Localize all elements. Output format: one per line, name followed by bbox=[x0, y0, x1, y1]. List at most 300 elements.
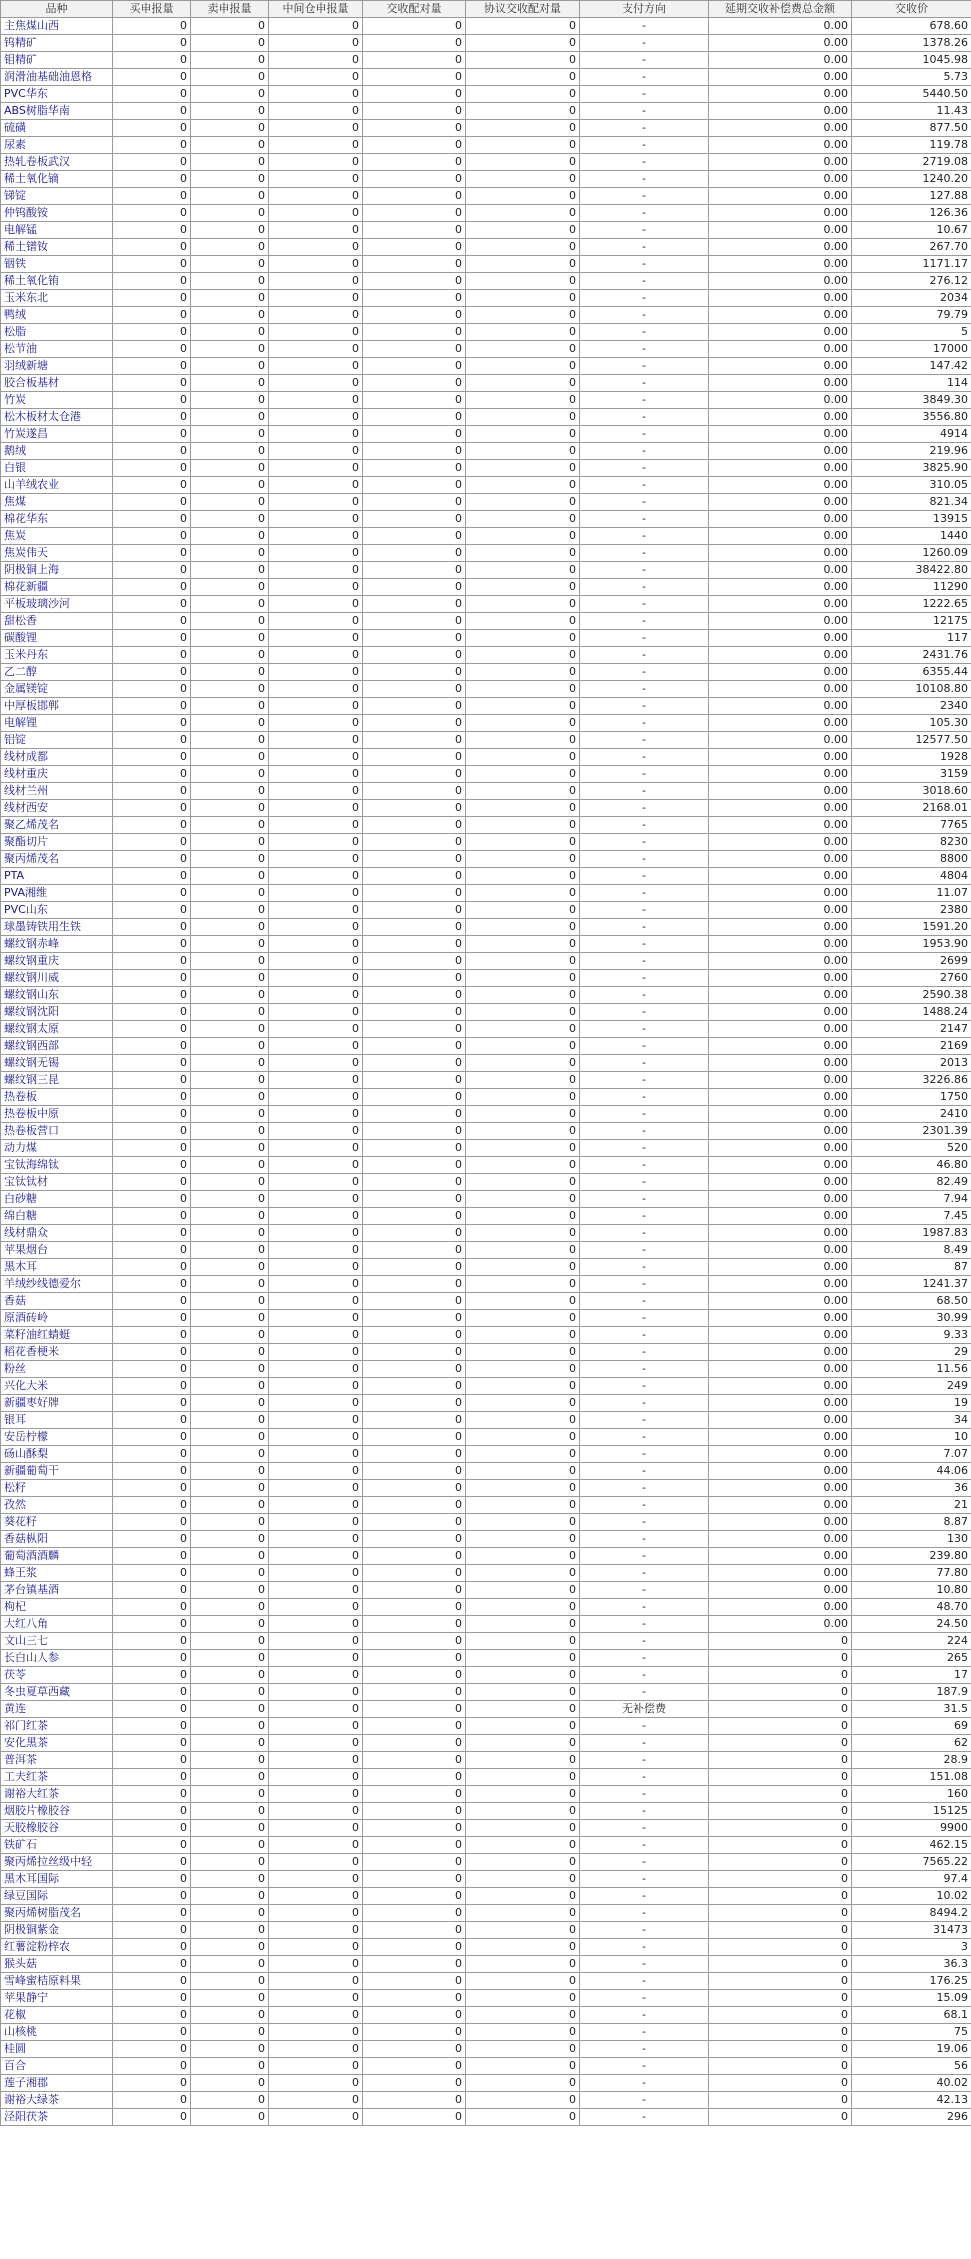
col-delivery-price-cell: 48.70 bbox=[852, 1599, 971, 1616]
col-variety-cell[interactable]: 蜂王浆 bbox=[1, 1565, 113, 1582]
col-variety-cell[interactable]: 仲钨酸铵 bbox=[1, 205, 113, 222]
col-variety-cell[interactable]: 螺纹钢沈阳 bbox=[1, 1004, 113, 1021]
col-variety-cell[interactable]: 焦煤 bbox=[1, 494, 113, 511]
col-buy-declared-cell: 0 bbox=[113, 1548, 191, 1565]
col-variety-cell[interactable]: 葡萄酒酒麟 bbox=[1, 1548, 113, 1565]
col-delivery-price-cell: 1045.98 bbox=[852, 52, 971, 69]
col-buy-declared-cell: 0 bbox=[113, 647, 191, 664]
col-compensation-total-cell: 0 bbox=[709, 1701, 852, 1718]
col-variety-cell[interactable]: 玉米东北 bbox=[1, 290, 113, 307]
col-agreement-matched-cell: 0 bbox=[466, 647, 580, 664]
col-agreement-matched-cell: 0 bbox=[466, 103, 580, 120]
col-variety-cell[interactable]: 线材重庆 bbox=[1, 766, 113, 783]
col-buy-declared-cell: 0 bbox=[113, 1446, 191, 1463]
col-delivery-price-cell: 10.67 bbox=[852, 222, 971, 239]
col-sell-declared-cell: 0 bbox=[191, 171, 269, 188]
col-sell-declared-cell: 0 bbox=[191, 970, 269, 987]
col-delivery-matched-cell: 0 bbox=[363, 392, 466, 409]
col-sell-declared-cell: 0 bbox=[191, 1752, 269, 1769]
col-variety-cell[interactable]: 山羊绒农业 bbox=[1, 477, 113, 494]
col-compensation-total-cell: 0.00 bbox=[709, 1531, 852, 1548]
col-variety-cell[interactable]: 平板玻璃沙河 bbox=[1, 596, 113, 613]
col-variety-cell[interactable]: 黄连 bbox=[1, 1701, 113, 1718]
table-row bbox=[1, 2092, 971, 2109]
col-delivery-matched-cell: 0 bbox=[363, 681, 466, 698]
col-variety-cell[interactable]: 新疆枣好牌 bbox=[1, 1395, 113, 1412]
col-agreement-matched-cell: 0 bbox=[466, 970, 580, 987]
col-variety-cell[interactable]: 聚丙烯拉丝级中轻 bbox=[1, 1854, 113, 1871]
col-variety-cell[interactable]: 热卷板营口 bbox=[1, 1123, 113, 1140]
col-warehouse-declared-cell: 0 bbox=[269, 579, 363, 596]
col-buy-declared-cell: 0 bbox=[113, 1140, 191, 1157]
col-sell-declared-cell: 0 bbox=[191, 545, 269, 562]
col-payment-direction-cell: - bbox=[580, 613, 709, 630]
col-compensation-total-cell: 0.00 bbox=[709, 1055, 852, 1072]
col-variety-cell[interactable]: 松节油 bbox=[1, 341, 113, 358]
col-warehouse-declared-cell: 0 bbox=[269, 1786, 363, 1803]
col-variety-cell[interactable]: 茯苓 bbox=[1, 1667, 113, 1684]
col-payment-direction-cell: - bbox=[580, 1633, 709, 1650]
col-variety-cell[interactable]: 乙二醇 bbox=[1, 664, 113, 681]
col-variety-cell[interactable]: 阴极铜紫金 bbox=[1, 1922, 113, 1939]
col-variety-cell[interactable]: 谢裕大红茶 bbox=[1, 1786, 113, 1803]
col-delivery-matched-cell: 0 bbox=[363, 1225, 466, 1242]
col-variety-cell[interactable]: 兴化大米 bbox=[1, 1378, 113, 1395]
col-variety-cell[interactable]: 线材西安 bbox=[1, 800, 113, 817]
col-variety-cell[interactable]: 羊绒纱线德爱尔 bbox=[1, 1276, 113, 1293]
col-variety-cell[interactable]: 中厚板邯郸 bbox=[1, 698, 113, 715]
col-warehouse-declared-cell: 0 bbox=[269, 1531, 363, 1548]
col-variety-cell[interactable]: 普洱茶 bbox=[1, 1752, 113, 1769]
col-payment-direction-cell: - bbox=[580, 1123, 709, 1140]
col-variety-cell[interactable]: 苹果静宁 bbox=[1, 1990, 113, 2007]
col-variety-cell[interactable]: 竹炭遂昌 bbox=[1, 426, 113, 443]
col-warehouse-declared-cell: 0 bbox=[269, 1378, 363, 1395]
col-variety-cell[interactable]: 螺纹钢三昆 bbox=[1, 1072, 113, 1089]
col-delivery-price-cell: 38422.80 bbox=[852, 562, 971, 579]
table-row bbox=[1, 69, 971, 86]
col-variety-cell[interactable]: 稻花香梗米 bbox=[1, 1344, 113, 1361]
col-variety-cell[interactable]: 苹果烟台 bbox=[1, 1242, 113, 1259]
col-variety-cell[interactable]: 铟铁 bbox=[1, 256, 113, 273]
col-variety-cell[interactable]: 钨精矿 bbox=[1, 35, 113, 52]
col-sell-declared-cell: 0 bbox=[191, 222, 269, 239]
col-delivery-matched-cell: 0 bbox=[363, 1497, 466, 1514]
col-variety-cell[interactable]: 尿素 bbox=[1, 137, 113, 154]
col-delivery-price-cell: 2169 bbox=[852, 1038, 971, 1055]
col-delivery-matched-cell: 0 bbox=[363, 460, 466, 477]
col-delivery-matched-cell: 0 bbox=[363, 1191, 466, 1208]
col-variety-cell[interactable]: 稀土镨钕 bbox=[1, 239, 113, 256]
col-delivery-matched-cell: 0 bbox=[363, 1293, 466, 1310]
col-agreement-matched-cell: 0 bbox=[466, 324, 580, 341]
col-compensation-total-cell: 0 bbox=[709, 1667, 852, 1684]
col-variety-cell[interactable]: 红薯淀粉梓农 bbox=[1, 1939, 113, 1956]
col-variety-cell[interactable]: 阴极铜上海 bbox=[1, 562, 113, 579]
col-variety-cell[interactable]: 竹炭 bbox=[1, 392, 113, 409]
col-payment-direction-cell: - bbox=[580, 188, 709, 205]
col-delivery-matched-cell: 0 bbox=[363, 1395, 466, 1412]
col-variety-cell[interactable]: 山核桃 bbox=[1, 2024, 113, 2041]
col-variety-cell[interactable]: 香菇 bbox=[1, 1293, 113, 1310]
col-variety-cell[interactable]: 绿豆国际 bbox=[1, 1888, 113, 1905]
col-compensation-total-cell: 0 bbox=[709, 1718, 852, 1735]
col-variety-cell[interactable]: 棉花新疆 bbox=[1, 579, 113, 596]
col-warehouse-declared-cell: 0 bbox=[269, 1803, 363, 1820]
col-variety-cell[interactable]: 猴头菇 bbox=[1, 1956, 113, 1973]
col-variety-cell[interactable]: ABS树脂华南 bbox=[1, 103, 113, 120]
col-variety-cell[interactable]: 冬虫夏草西藏 bbox=[1, 1684, 113, 1701]
col-payment-direction-cell: - bbox=[580, 1395, 709, 1412]
col-compensation-total-cell: 0.00 bbox=[709, 137, 852, 154]
col-compensation-total-cell: 0.00 bbox=[709, 205, 852, 222]
col-variety-cell[interactable]: 黑木耳 bbox=[1, 1259, 113, 1276]
col-variety-cell[interactable]: 螺纹钢赤峰 bbox=[1, 936, 113, 953]
col-variety-cell[interactable]: 天胶橡胶谷 bbox=[1, 1820, 113, 1837]
col-delivery-price-cell: 462.15 bbox=[852, 1837, 971, 1854]
col-compensation-total-cell: 0.00 bbox=[709, 273, 852, 290]
col-variety-cell[interactable]: 香菇枞阳 bbox=[1, 1531, 113, 1548]
col-agreement-matched-cell: 0 bbox=[466, 630, 580, 647]
col-variety-cell[interactable]: 碳酸锂 bbox=[1, 630, 113, 647]
col-agreement-matched-cell: 0 bbox=[466, 613, 580, 630]
col-variety-cell[interactable]: 螺纹钢无锡 bbox=[1, 1055, 113, 1072]
col-variety-cell[interactable]: 润滑油基础油恩格 bbox=[1, 69, 113, 86]
table-row bbox=[1, 2041, 971, 2058]
col-delivery-price-cell: 75 bbox=[852, 2024, 971, 2041]
col-variety-cell[interactable]: 焦炭 bbox=[1, 528, 113, 545]
col-warehouse-declared-cell: 0 bbox=[269, 1820, 363, 1837]
col-variety-cell[interactable]: 砀山酥梨 bbox=[1, 1446, 113, 1463]
col-delivery-price-cell: 2760 bbox=[852, 970, 971, 987]
col-buy-declared-cell: 0 bbox=[113, 1208, 191, 1225]
col-variety-cell[interactable]: 螺纹钢太原 bbox=[1, 1021, 113, 1038]
col-delivery-matched-cell: 0 bbox=[363, 1905, 466, 1922]
col-warehouse-declared-cell: 0 bbox=[269, 766, 363, 783]
col-variety-cell[interactable]: 新疆葡萄干 bbox=[1, 1463, 113, 1480]
col-warehouse-declared-cell: 0 bbox=[269, 1480, 363, 1497]
col-delivery-matched-cell: 0 bbox=[363, 1735, 466, 1752]
col-warehouse-declared-cell: 0 bbox=[269, 630, 363, 647]
col-variety-cell[interactable]: 聚丙烯茂名 bbox=[1, 851, 113, 868]
col-delivery-matched-cell: 0 bbox=[363, 1446, 466, 1463]
col-variety-cell[interactable]: PVC华东 bbox=[1, 86, 113, 103]
col-variety-cell[interactable]: 铁矿石 bbox=[1, 1837, 113, 1854]
col-variety-cell[interactable]: 螺纹钢山东 bbox=[1, 987, 113, 1004]
col-variety-cell[interactable]: 烟胶片橡胶谷 bbox=[1, 1803, 113, 1820]
col-variety-cell[interactable]: 稀土氧化镝 bbox=[1, 171, 113, 188]
col-warehouse-declared-cell: 0 bbox=[269, 562, 363, 579]
col-variety-cell[interactable]: 鸭绒 bbox=[1, 307, 113, 324]
col-warehouse-declared-cell: 0 bbox=[269, 1837, 363, 1854]
col-warehouse-declared-cell: 0 bbox=[269, 2092, 363, 2109]
col-variety-cell[interactable]: 焦炭伟天 bbox=[1, 545, 113, 562]
col-variety-cell[interactable]: 宝钛钛材 bbox=[1, 1174, 113, 1191]
col-variety-cell[interactable]: 线材成都 bbox=[1, 749, 113, 766]
col-buy-declared-cell: 0 bbox=[113, 1701, 191, 1718]
col-variety-cell[interactable]: 螺纹钢重庆 bbox=[1, 953, 113, 970]
col-compensation-total-cell: 0.00 bbox=[709, 1174, 852, 1191]
table-row bbox=[1, 732, 971, 749]
col-warehouse-declared-cell: 0 bbox=[269, 86, 363, 103]
table-row bbox=[1, 1769, 971, 1786]
col-compensation-total-cell: 0.00 bbox=[709, 1106, 852, 1123]
col-variety-cell[interactable]: 甜松香 bbox=[1, 613, 113, 630]
col-payment-direction-cell: - bbox=[580, 1361, 709, 1378]
col-variety-cell[interactable]: 谢裕大绿茶 bbox=[1, 2092, 113, 2109]
col-agreement-matched-cell: 0 bbox=[466, 205, 580, 222]
col-buy-declared-cell: 0 bbox=[113, 1089, 191, 1106]
col-delivery-price-cell: 56 bbox=[852, 2058, 971, 2075]
col-variety-cell[interactable]: 白银 bbox=[1, 460, 113, 477]
col-delivery-matched-cell: 0 bbox=[363, 256, 466, 273]
table-row bbox=[1, 1293, 971, 1310]
col-variety-cell[interactable]: 雪峰蜜桔原料果 bbox=[1, 1973, 113, 1990]
col-buy-declared-cell: 0 bbox=[113, 1973, 191, 1990]
col-sell-declared-cell: 0 bbox=[191, 1327, 269, 1344]
col-agreement-matched-cell: 0 bbox=[466, 1157, 580, 1174]
col-payment-direction-cell: - bbox=[580, 902, 709, 919]
col-warehouse-declared-cell: 0 bbox=[269, 1701, 363, 1718]
table-row bbox=[1, 171, 971, 188]
col-sell-declared-cell: 0 bbox=[191, 783, 269, 800]
col-variety-cell[interactable]: 硫磺 bbox=[1, 120, 113, 137]
col-delivery-matched-cell: 0 bbox=[363, 902, 466, 919]
col-variety-cell[interactable]: 热卷板 bbox=[1, 1089, 113, 1106]
col-variety-cell[interactable]: 安化黑茶 bbox=[1, 1735, 113, 1752]
col-warehouse-declared-cell: 0 bbox=[269, 324, 363, 341]
col-agreement-matched-cell: 0 bbox=[466, 1021, 580, 1038]
col-buy-declared-cell: 0 bbox=[113, 1888, 191, 1905]
col-agreement-matched-cell: 0 bbox=[466, 120, 580, 137]
col-warehouse-declared-cell: 0 bbox=[269, 307, 363, 324]
col-delivery-price-cell: 5 bbox=[852, 324, 971, 341]
col-delivery-price-cell: 117 bbox=[852, 630, 971, 647]
col-warehouse-declared-cell: 0 bbox=[269, 477, 363, 494]
col-buy-declared-cell: 0 bbox=[113, 987, 191, 1004]
col-variety-cell[interactable]: 银耳 bbox=[1, 1412, 113, 1429]
col-variety-cell[interactable]: 茅台镇基酒 bbox=[1, 1582, 113, 1599]
col-variety-cell[interactable]: 百合 bbox=[1, 2058, 113, 2075]
col-variety-cell[interactable]: 葵花籽 bbox=[1, 1514, 113, 1531]
col-variety-cell[interactable]: 鹅绒 bbox=[1, 443, 113, 460]
col-warehouse-declared-cell: 0 bbox=[269, 494, 363, 511]
col-warehouse-declared-cell: 0 bbox=[269, 1191, 363, 1208]
col-delivery-price-cell: 520 bbox=[852, 1140, 971, 1157]
col-agreement-matched-cell: 0 bbox=[466, 1956, 580, 1973]
col-agreement-matched-cell: 0 bbox=[466, 1514, 580, 1531]
col-sell-declared-cell: 0 bbox=[191, 1072, 269, 1089]
col-compensation-total-cell: 0.00 bbox=[709, 409, 852, 426]
col-delivery-matched-cell: 0 bbox=[363, 1786, 466, 1803]
col-warehouse-declared-cell: 0 bbox=[269, 698, 363, 715]
table-row bbox=[1, 1123, 971, 1140]
col-sell-declared-cell: 0 bbox=[191, 2024, 269, 2041]
col-buy-declared-cell: 0 bbox=[113, 664, 191, 681]
col-variety-cell[interactable]: 祁门红茶 bbox=[1, 1718, 113, 1735]
col-variety-cell[interactable]: 工夫红茶 bbox=[1, 1769, 113, 1786]
col-sell-declared-cell: 0 bbox=[191, 1548, 269, 1565]
col-variety-cell[interactable]: 泾阳茯茶 bbox=[1, 2109, 113, 2126]
col-variety-cell[interactable]: 钼精矿 bbox=[1, 52, 113, 69]
col-compensation-total-cell: 0.00 bbox=[709, 1242, 852, 1259]
col-variety-cell[interactable]: PVC山东 bbox=[1, 902, 113, 919]
col-sell-declared-cell: 0 bbox=[191, 2058, 269, 2075]
col-delivery-price-cell: 68.1 bbox=[852, 2007, 971, 2024]
table-row bbox=[1, 1361, 971, 1378]
col-variety-cell[interactable]: 聚乙烯茂名 bbox=[1, 817, 113, 834]
col-delivery-price-cell: 1378.26 bbox=[852, 35, 971, 52]
col-variety-cell[interactable]: 稀土氧化铕 bbox=[1, 273, 113, 290]
col-variety-cell[interactable]: 羽绒新塘 bbox=[1, 358, 113, 375]
col-compensation-total-cell: 0.00 bbox=[709, 1565, 852, 1582]
table-row bbox=[1, 749, 971, 766]
col-variety-cell[interactable]: 螺纹钢西部 bbox=[1, 1038, 113, 1055]
col-warehouse-declared-cell: 0 bbox=[269, 1463, 363, 1480]
table-row bbox=[1, 341, 971, 358]
col-agreement-matched-cell: 0 bbox=[466, 256, 580, 273]
col-variety-cell[interactable]: 粉丝 bbox=[1, 1361, 113, 1378]
col-delivery-matched-cell: 0 bbox=[363, 698, 466, 715]
table-row bbox=[1, 1378, 971, 1395]
col-buy-declared-cell: 0 bbox=[113, 681, 191, 698]
col-variety-cell[interactable]: 动力煤 bbox=[1, 1140, 113, 1157]
col-variety-cell[interactable]: 白砂糖 bbox=[1, 1191, 113, 1208]
col-variety-cell[interactable]: 菜籽油红蜻蜓 bbox=[1, 1327, 113, 1344]
col-agreement-matched-cell: 0 bbox=[466, 1854, 580, 1871]
col-buy-declared-cell: 0 bbox=[113, 392, 191, 409]
col-buy-declared-cell: 0 bbox=[113, 1242, 191, 1259]
col-variety-cell[interactable]: PVA湘维 bbox=[1, 885, 113, 902]
col-delivery-price-cell: 3 bbox=[852, 1939, 971, 1956]
col-agreement-matched-cell: 0 bbox=[466, 1684, 580, 1701]
col-compensation-total-cell: 0.00 bbox=[709, 511, 852, 528]
col-sell-declared-cell: 0 bbox=[191, 902, 269, 919]
col-variety-cell[interactable]: 螺纹钢川威 bbox=[1, 970, 113, 987]
col-delivery-matched-cell: 0 bbox=[363, 1276, 466, 1293]
col-variety-cell[interactable]: 文山三七 bbox=[1, 1633, 113, 1650]
col-variety-cell[interactable]: 聚丙烯树脂茂名 bbox=[1, 1905, 113, 1922]
col-payment-direction-cell: - bbox=[580, 324, 709, 341]
col-compensation-total-cell: 0.00 bbox=[709, 987, 852, 1004]
col-compensation-total-cell: 0.00 bbox=[709, 1157, 852, 1174]
col-warehouse-declared-cell: 0 bbox=[269, 35, 363, 52]
col-variety-cell[interactable]: 枸杞 bbox=[1, 1599, 113, 1616]
col-compensation-total-cell: 0.00 bbox=[709, 1327, 852, 1344]
table-row bbox=[1, 1803, 971, 1820]
col-variety-cell[interactable]: 黑木耳国际 bbox=[1, 1871, 113, 1888]
col-sell-declared-cell: 0 bbox=[191, 137, 269, 154]
col-variety-cell[interactable]: 玉米丹东 bbox=[1, 647, 113, 664]
col-buy-declared-cell: 0 bbox=[113, 1820, 191, 1837]
col-variety-cell[interactable]: 原酒砖岭 bbox=[1, 1310, 113, 1327]
col-warehouse-declared-cell: 0 bbox=[269, 1361, 363, 1378]
col-delivery-price-cell: 2147 bbox=[852, 1021, 971, 1038]
col-sell-declared-cell: 0 bbox=[191, 1174, 269, 1191]
col-delivery-price-cell: 2301.39 bbox=[852, 1123, 971, 1140]
col-delivery-matched-cell: 0 bbox=[363, 494, 466, 511]
col-variety-cell[interactable]: 绵白糖 bbox=[1, 1208, 113, 1225]
col-buy-declared-cell: 0 bbox=[113, 1769, 191, 1786]
col-agreement-matched-cell: 0 bbox=[466, 2041, 580, 2058]
col-delivery-matched-cell: 0 bbox=[363, 222, 466, 239]
col-variety-cell[interactable]: 金属镁锭 bbox=[1, 681, 113, 698]
col-variety-cell[interactable]: 聚酯切片 bbox=[1, 834, 113, 851]
col-variety-cell[interactable]: 花椒 bbox=[1, 2007, 113, 2024]
col-payment-direction-cell: - bbox=[580, 1463, 709, 1480]
col-buy-declared-cell: 0 bbox=[113, 511, 191, 528]
col-variety-cell[interactable]: 锑锭 bbox=[1, 188, 113, 205]
col-variety-cell[interactable]: 电解锰 bbox=[1, 222, 113, 239]
col-variety-cell[interactable]: 铝锭 bbox=[1, 732, 113, 749]
col-variety-cell[interactable]: 桂圆 bbox=[1, 2041, 113, 2058]
col-variety-cell[interactable]: PTA bbox=[1, 868, 113, 885]
col-variety-cell[interactable]: 热卷板中原 bbox=[1, 1106, 113, 1123]
col-variety-cell[interactable]: 线材兰州 bbox=[1, 783, 113, 800]
col-compensation-total-cell: 0.00 bbox=[709, 1259, 852, 1276]
col-sell-declared-cell: 0 bbox=[191, 2092, 269, 2109]
col-compensation-total-cell: 0 bbox=[709, 1650, 852, 1667]
col-variety-cell[interactable]: 热轧卷板武汉 bbox=[1, 154, 113, 171]
col-buy-declared-cell: 0 bbox=[113, 18, 191, 35]
col-buy-declared-cell: 0 bbox=[113, 1803, 191, 1820]
col-sell-declared-cell: 0 bbox=[191, 324, 269, 341]
col-payment-direction-cell: - bbox=[580, 647, 709, 664]
col-buy-declared-cell: 0 bbox=[113, 1990, 191, 2007]
col-payment-direction-cell: - bbox=[580, 868, 709, 885]
col-variety-cell[interactable]: 宝钛海绵钛 bbox=[1, 1157, 113, 1174]
col-variety-cell[interactable]: 电解锂 bbox=[1, 715, 113, 732]
col-variety-cell[interactable]: 胶合板基材 bbox=[1, 375, 113, 392]
col-variety-cell[interactable]: 大红八角 bbox=[1, 1616, 113, 1633]
col-agreement-matched-cell: 0 bbox=[466, 545, 580, 562]
col-buy-declared-cell: 0 bbox=[113, 1718, 191, 1735]
col-variety-cell[interactable]: 球墨铸铁用生铁 bbox=[1, 919, 113, 936]
col-agreement-matched-cell: 0 bbox=[466, 1922, 580, 1939]
col-payment-direction-cell: - bbox=[580, 1905, 709, 1922]
col-agreement-matched-cell: 0 bbox=[466, 936, 580, 953]
col-variety-cell[interactable]: 线材鼎众 bbox=[1, 1225, 113, 1242]
col-variety-cell[interactable]: 松脂 bbox=[1, 324, 113, 341]
col-sell-declared-cell: 0 bbox=[191, 1055, 269, 1072]
col-payment-direction-cell: - bbox=[580, 1072, 709, 1089]
col-payment-direction-cell: - bbox=[580, 52, 709, 69]
col-compensation-total-cell: 0.00 bbox=[709, 613, 852, 630]
col-agreement-matched-cell: 0 bbox=[466, 1344, 580, 1361]
col-variety-cell[interactable]: 主焦煤山西 bbox=[1, 18, 113, 35]
col-payment-direction-cell: - bbox=[580, 256, 709, 273]
col-delivery-matched-cell: 0 bbox=[363, 783, 466, 800]
col-buy-declared-cell: 0 bbox=[113, 358, 191, 375]
col-warehouse-declared-cell: 0 bbox=[269, 715, 363, 732]
col-payment-direction-cell: - bbox=[580, 1276, 709, 1293]
col-variety-cell[interactable]: 安岳柠檬 bbox=[1, 1429, 113, 1446]
col-warehouse-declared-cell: 0 bbox=[269, 596, 363, 613]
col-variety-cell[interactable]: 孜然 bbox=[1, 1497, 113, 1514]
col-payment-direction-cell: - bbox=[580, 987, 709, 1004]
col-variety-cell[interactable]: 莲子湘郡 bbox=[1, 2075, 113, 2092]
col-variety-cell[interactable]: 松籽 bbox=[1, 1480, 113, 1497]
col-compensation-total-cell: 0 bbox=[709, 2075, 852, 2092]
col-warehouse-declared-cell: 0 bbox=[269, 1106, 363, 1123]
col-variety-cell[interactable]: 松木板材太仓港 bbox=[1, 409, 113, 426]
col-variety-cell[interactable]: 长白山人参 bbox=[1, 1650, 113, 1667]
col-warehouse-declared-cell: 0 bbox=[269, 511, 363, 528]
col-payment-direction-cell: - bbox=[580, 1735, 709, 1752]
col-variety-cell[interactable]: 棉花华东 bbox=[1, 511, 113, 528]
col-agreement-matched-cell: 0 bbox=[466, 749, 580, 766]
col-sell-declared-cell: 0 bbox=[191, 188, 269, 205]
